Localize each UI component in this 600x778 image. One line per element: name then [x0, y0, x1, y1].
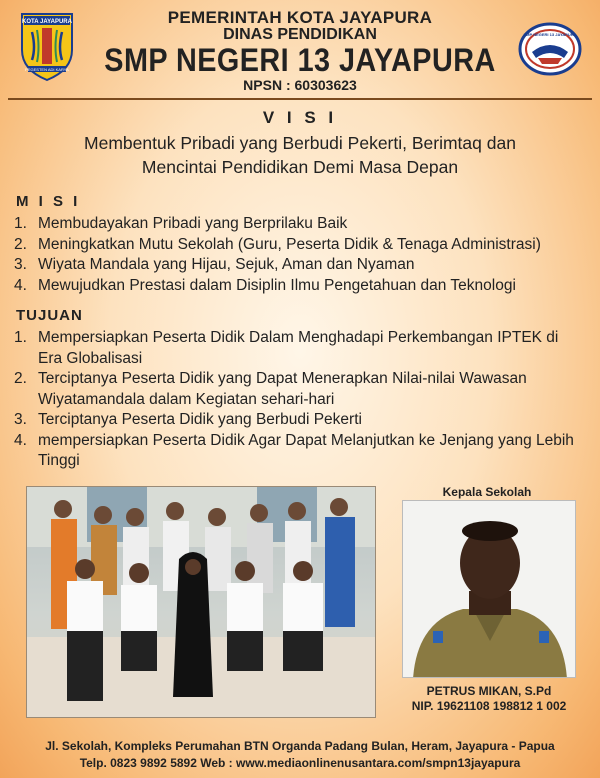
list-item: 1. Mempersiapkan Peserta Didik Dalam Menghadapi Perkembangan IPTEK di Era Globalisasi [14, 329, 559, 367]
list-item: 4. mempersiapkan Peserta Didik Agar Dapat Melanjutkan ke Jenjang yang Lebih Tinggi [14, 431, 574, 469]
header-divider [8, 98, 592, 100]
footer-address: Jl. Sekolah, Kompleks Perumahan BTN Organda Padang Bulan, Heram, Jayapura - Papua [45, 739, 555, 753]
footer-contact: Telp. 0823 9892 5892 Web : www.mediaonlinenusantara.com/smpn13jayapura [79, 756, 521, 770]
tujuan-list [14, 328, 574, 472]
principal-nip: NIP. 19621108 198812 1 002 [411, 699, 567, 713]
header [0, 0, 600, 100]
principal-photo [402, 500, 576, 678]
principal-label: Kepala Sekolah [442, 485, 532, 499]
misi-list [14, 214, 594, 296]
visi-line-2: Mencintai Pendidikan Demi Masa Depan [141, 157, 459, 177]
tujuan-title: TUJUAN [16, 307, 83, 324]
list-item: 2. Meningkatkan Mutu Sekolah (Guru, Peserta Didik & Tenaga Administrasi) [14, 235, 541, 253]
school-emblem-icon [518, 22, 582, 76]
emblem-text: SMP NEGERI 13 JAYAPURA [523, 32, 577, 37]
visi-text [30, 131, 570, 179]
staff-photo-illustration [27, 487, 376, 718]
crest-bottom-text: PEGESTEN ADI KARYA [25, 67, 69, 72]
header-government: PEMERINTAH KOTA JAYAPURA [167, 8, 433, 27]
principal-name: PETRUS MIKAN, S.Pd [426, 684, 552, 698]
school-name: SMP NEGERI 13 JAYAPURA [104, 42, 496, 78]
list-item: 2. Terciptanya Peserta Didik yang Dapat Menerapkan Nilai-nilai Wawasan Wiyatamandala dalam Kegiatan sehari-hari [14, 370, 527, 408]
list-item: 1. Membudayakan Pribadi yang Berprilaku Baik [14, 215, 348, 232]
visi-line-1: Membentuk Pribadi yang Berbudi Pekerti, Berimtaq dan [84, 133, 516, 153]
npsn: NPSN : 60303623 [243, 77, 357, 93]
principal-illustration [403, 501, 576, 678]
list-item: 4. Mewujudkan Prestasi dalam Disiplin Ilmu Pengetahuan dan Teknologi [14, 276, 516, 294]
list-item: 3. Terciptanya Peserta Didik yang Berbudi Pekerti [14, 411, 362, 428]
visi-title: V I S I [262, 108, 338, 127]
list-item: 3. Wiyata Mandala yang Hijau, Sejuk, Aman dan Nyaman [14, 256, 415, 273]
crest-top-text: KOTA JAYAPURA [22, 19, 72, 25]
misi-title: M I S I [16, 193, 81, 210]
staff-group-photo [26, 486, 376, 718]
header-department: DINAS PENDIDIKAN [223, 26, 377, 43]
